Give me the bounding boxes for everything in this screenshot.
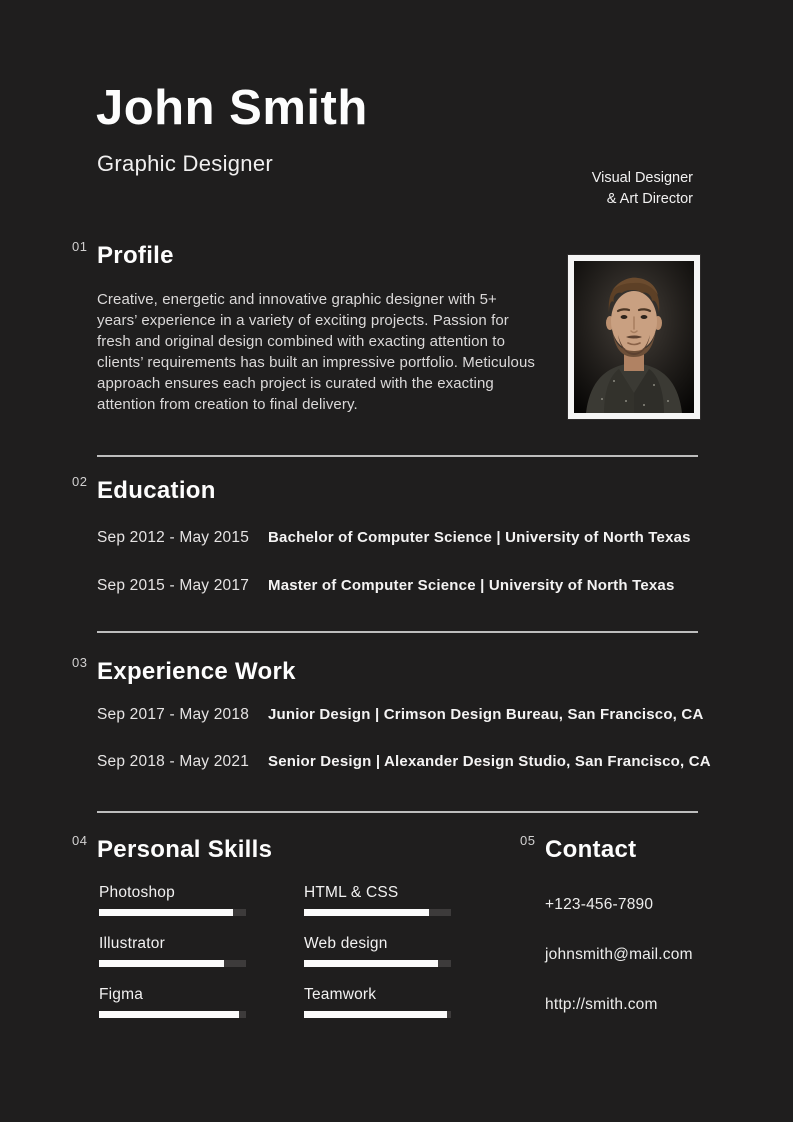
education-section-number: 02 [72, 474, 88, 489]
job-title: Graphic Designer [97, 151, 273, 176]
skill-bar-fill [304, 909, 429, 916]
education-detail: Bachelor of Computer Science | University of North Texas [268, 529, 691, 546]
skill-item [304, 986, 452, 1018]
skill-item [99, 935, 247, 967]
experience-row [97, 706, 717, 724]
skill-label: Teamwork [304, 986, 377, 1003]
experience-detail: Senior Design | Alexander Design Studio, San Francisco, CA [268, 753, 711, 770]
skills-section-heading [72, 833, 273, 864]
divider [97, 631, 698, 633]
skill-bar [99, 909, 246, 916]
education-section-heading [72, 474, 216, 505]
skill-label: Web design [304, 935, 388, 952]
tagline-line1: Visual Designer [591, 170, 693, 186]
skill-label: Figma [99, 986, 144, 1003]
contact-phone: +123-456-7890 [545, 896, 654, 913]
experience-heading: Experience Work [97, 658, 296, 685]
experience-date: Sep 2018 - May 2021 [97, 753, 250, 770]
profile-section-number: 01 [72, 239, 88, 254]
experience-section-heading [72, 655, 296, 686]
divider [97, 455, 698, 457]
skills-grid [99, 884, 452, 1018]
skill-bar-fill [304, 1011, 447, 1018]
contact-heading: Contact [545, 836, 637, 863]
skills-heading: Personal Skills [97, 836, 273, 863]
profile-photo [568, 255, 700, 419]
education-row [97, 529, 717, 547]
education-date: Sep 2012 - May 2015 [97, 529, 250, 546]
skill-item [304, 884, 452, 916]
contact-email: johnsmith@mail.com [545, 946, 693, 963]
contact-website: http://smith.com [545, 996, 658, 1013]
education-row [97, 577, 717, 595]
skill-item [99, 884, 247, 916]
profile-text: Creative, energetic and innovative graphic designer with 5+ years’ experience in a variety of exciting projects. Passion for fresh and original design combined with exacting attention to clients’ requirements has built an impressive portfolio. Meticulous approach ensures each project is curated with the exacting attention from creation to final delivery. [97, 291, 536, 413]
skill-item [304, 935, 452, 967]
education-date: Sep 2015 - May 2017 [97, 577, 250, 594]
skill-bar [304, 960, 451, 967]
education-detail: Master of Computer Science | University of North Texas [268, 577, 675, 594]
profile-section-heading [72, 239, 174, 270]
experience-row [97, 753, 717, 771]
skill-label: HTML & CSS [304, 884, 399, 901]
tagline [592, 168, 693, 210]
skill-bar-fill [99, 960, 224, 967]
experience-date: Sep 2017 - May 2018 [97, 706, 250, 723]
skill-bar-fill [99, 1011, 239, 1018]
skill-item [99, 986, 247, 1018]
skill-bar [99, 960, 246, 967]
person-name: John Smith [96, 81, 368, 135]
man-portrait-illustration [574, 261, 694, 413]
tagline-line2: & Art Director [606, 191, 693, 207]
skill-bar [304, 1011, 451, 1018]
skill-bar [304, 909, 451, 916]
contact-list [545, 896, 693, 1046]
skills-section-number: 04 [72, 833, 88, 848]
skill-bar-fill [99, 909, 233, 916]
contact-section-heading [520, 833, 637, 864]
skill-label: Photoshop [99, 884, 175, 901]
education-heading: Education [97, 477, 216, 504]
experience-detail: Junior Design | Crimson Design Bureau, San Francisco, CA [268, 706, 704, 723]
experience-section-number: 03 [72, 655, 88, 670]
profile-heading: Profile [97, 242, 174, 269]
skill-label: Illustrator [99, 935, 165, 952]
divider [97, 811, 698, 813]
skill-bar [99, 1011, 246, 1018]
skill-bar-fill [304, 960, 438, 967]
contact-section-number: 05 [520, 833, 536, 848]
